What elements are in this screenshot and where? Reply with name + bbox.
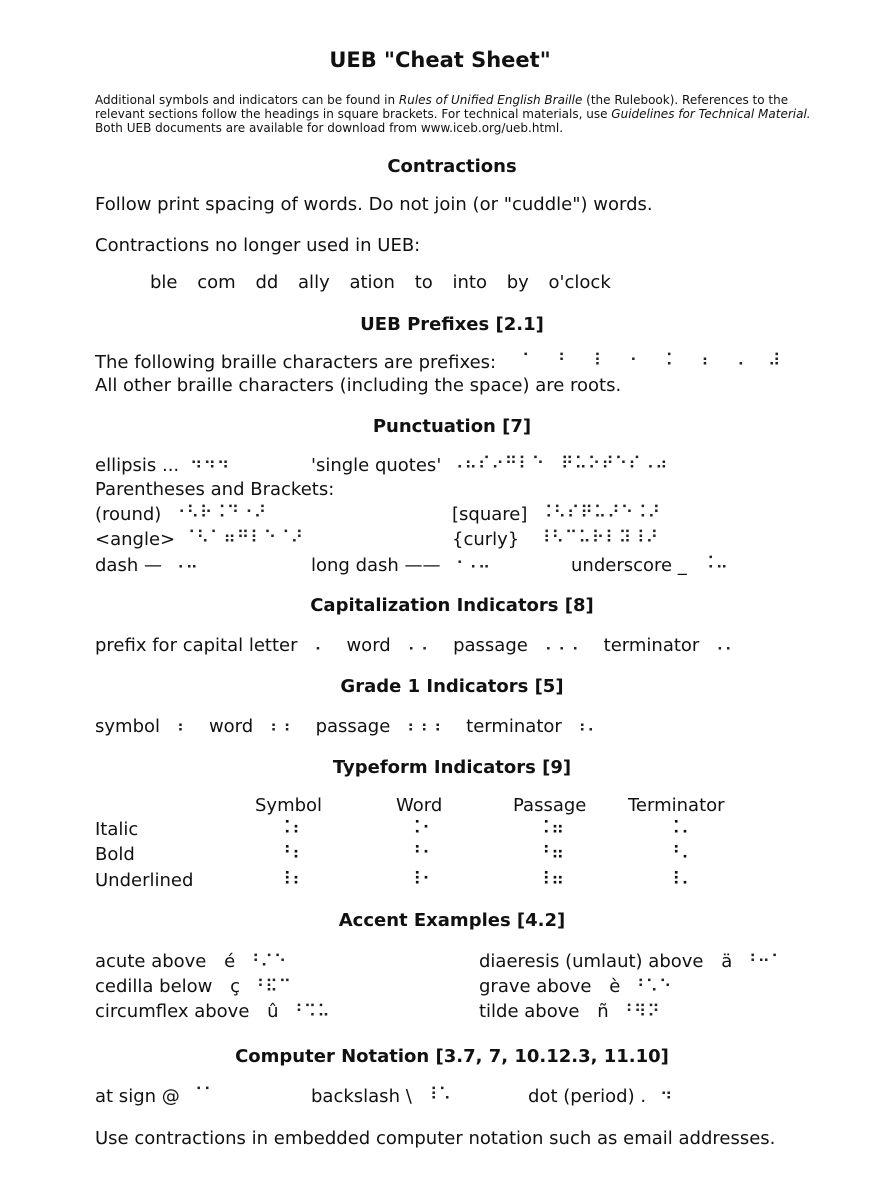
accent-braille: ⠘⠯⠉ [251,977,293,997]
cap-word-braille: ⠠⠠ [402,636,430,656]
contraction-item: ation [349,272,395,293]
cap-prefix-braille: ⠠ [309,636,323,656]
prefixes-heading: UEB Prefixes [2.1] [360,314,544,335]
typeform-cell: ⠘⠄ [667,843,696,864]
curly-braille: ⠸⠣⠉⠥⠗⠇⠽⠸⠜ [538,528,660,548]
typeform-heading: Typeform Indicators [9] [332,757,572,778]
curly-label: {curly} [452,529,520,550]
intro-text-3: Both UEB documents are available for download from www.iceb.org/ueb.html. [95,121,564,135]
g1-terminator-braille: ⠰⠄ [573,717,601,737]
dash-label: dash — [95,555,162,576]
contraction-item: ally [298,272,330,293]
rulebook-title: Rules of Unified English Braille [398,93,583,107]
accent-label: diaeresis (umlaut) above [479,951,704,972]
prefix-char: ⠼ [768,351,782,371]
capitalization-heading: Capitalization Indicators [8] [310,595,594,616]
prefix-char: ⠸ [588,351,603,371]
accents-heading: Accent Examples [4.2] [338,910,566,931]
ellipsis-braille: ⠲⠲⠲ [190,454,231,474]
prefix-char: ⠈ [517,351,531,371]
intro-text-1: Additional symbols and indicators can be found in [95,93,399,107]
dot-period-label: dot (period) . [528,1086,647,1107]
accent-braille: ⠘⠌⠑ [246,952,288,972]
typeform-cell: ⠘⠆ [278,843,307,864]
accent-char: è [609,976,621,997]
prefix-char: ⠨ [660,351,674,371]
angle-braille: ⠈⠣⠁⠶⠛⠇⠑⠈⠜ [183,528,305,548]
single-quotes-label: 'single quotes' [311,455,442,476]
page-title: UEB "Cheat Sheet" [329,48,551,72]
ellipsis-label: ellipsis ... [95,455,180,476]
contraction-item: dd [255,272,279,293]
square-label: [square] [452,504,528,525]
accent-char: é [224,951,236,972]
g1-passage-braille: ⠰⠰⠰ [402,717,443,737]
prefixes-line-1: The following braille characters are prefixes: [95,352,497,373]
computer-note: Use contractions in embedded computer notation such as email addresses. [95,1128,776,1149]
typeform-cell: ⠨⠶ [537,818,566,839]
typeform-cell: ⠸⠂ [408,869,437,890]
g1-word-braille: ⠰⠰ [264,717,292,737]
single-quotes-braille-2: ⠟⠥⠕⠞⠑⠎⠠⠴ [561,454,669,474]
intro-text-2: (the Rulebook). References to the relevant sections follow the headings in square brackets. For technical materials, use [95,93,789,121]
cap-passage-braille: ⠠⠠⠠ [539,636,580,656]
accent-cedilla [95,976,292,997]
cap-word-label: word [346,635,391,656]
prefix-char: ⠘ [552,351,567,371]
capitalization-row [95,635,738,656]
at-sign-label: at sign @ [95,1086,180,1107]
typeform-row-label: Bold [95,844,135,865]
grade1-heading: Grade 1 Indicators [5] [340,676,564,697]
typeform-cell: ⠸⠆ [278,869,307,890]
accent-label: acute above [95,951,207,972]
cap-prefix-label: prefix for capital letter [95,635,298,656]
typeform-row-label: Underlined [95,870,194,891]
square-braille: ⠨⠣⠎⠟⠥⠜⠑⠨⠜ [540,503,662,523]
no-longer-used-list [150,272,611,293]
prefix-char: ⠠ [732,351,746,371]
punctuation-heading: Punctuation [7] [372,416,532,437]
prefix-char: ⠰ [696,351,710,371]
guidelines-title: Guidelines for Technical Material. [611,107,811,121]
prefixes-line-2: All other braille characters (including the space) are roots. [95,375,622,396]
dash-braille: ⠠⠤ [172,554,199,574]
accent-label: tilde above [479,1001,580,1022]
prefix-characters [517,351,781,371]
cap-passage-label: passage [453,635,528,656]
grade1-row [95,716,600,737]
g1-terminator-label: terminator [466,716,562,737]
accent-acute [95,951,287,972]
typeform-cell: ⠘⠶ [537,843,566,864]
intro-paragraph [95,93,830,135]
accent-char: ä [721,951,733,972]
single-quotes-braille: ⠠⠦⠎⠔⠛⠇⠑ [451,454,546,474]
angle-label: <angle> [95,529,176,550]
contraction-item: to [414,272,433,293]
contraction-item: by [506,272,529,293]
g1-symbol-label: symbol [95,716,161,737]
long-dash-braille: ⠐⠠⠤ [451,554,492,574]
typeform-cell: ⠨⠂ [408,818,437,839]
accent-char: ç [230,976,241,997]
accent-char: ñ [597,1001,609,1022]
accent-braille: ⠘⠡⠑ [632,977,673,997]
accent-label: cedilla below [95,976,213,997]
typeform-col-terminator: Terminator [628,795,725,816]
typeform-cell: ⠨⠄ [667,818,696,839]
contraction-item: o'clock [548,272,611,293]
at-sign-braille: ⠈⠁ [190,1085,217,1105]
typeform-cell: ⠨⠆ [278,818,307,839]
accent-tilde [479,1001,661,1022]
typeform-cell: ⠘⠂ [408,843,437,864]
typeform-col-symbol: Symbol [255,795,323,816]
accent-label: circumflex above [95,1001,250,1022]
contraction-item: ble [150,272,178,293]
backslash-braille: ⠸⠡ [425,1085,452,1105]
typeform-cell: ⠸⠄ [667,869,696,890]
accent-circumflex [95,1001,331,1022]
accent-braille: ⠘⠩⠥ [290,1002,331,1022]
accent-label: grave above [479,976,592,997]
cap-terminator-label: terminator [603,635,700,656]
no-longer-used-label: Contractions no longer used in UEB: [95,235,421,256]
accent-diaeresis [479,951,784,972]
round-braille: ⠐⠣⠗⠨⠙⠐⠜ [173,503,268,523]
accent-grave [479,976,672,997]
computer-heading: Computer Notation [3.7, 7, 10.12.3, 11.10] [235,1046,669,1067]
contractions-heading: Contractions [387,156,517,177]
prefix-char: ⠐ [624,351,639,371]
contraction-item: com [197,272,236,293]
long-dash-label: long dash —— [311,555,441,576]
g1-word-label: word [208,716,254,737]
parentheses-label: Parentheses and Brackets: [95,479,335,500]
cap-terminator-braille: ⠠⠄ [711,636,738,656]
g1-passage-label: passage [315,716,391,737]
underscore-braille: ⠨⠤ [702,554,729,574]
typeform-cell: ⠸⠶ [537,869,566,890]
underscore-label: underscore _ [571,555,687,576]
accent-braille: ⠘⠒⠁ [744,952,785,972]
accent-braille: ⠘⠻⠝ [620,1002,661,1022]
typeform-col-word: Word [396,795,443,816]
round-label: (round) [95,504,162,525]
accent-char: û [267,1001,279,1022]
backslash-label: backslash \ [311,1086,412,1107]
g1-symbol-braille: ⠰ [171,717,186,737]
contraction-item: into [452,272,487,293]
spacing-note: Follow print spacing of words. Do not join (or "cuddle") words. [95,194,653,215]
typeform-row-label: Italic [95,819,139,840]
typeform-col-passage: Passage [513,795,587,816]
dot-period-braille: ⠲ [660,1085,674,1105]
